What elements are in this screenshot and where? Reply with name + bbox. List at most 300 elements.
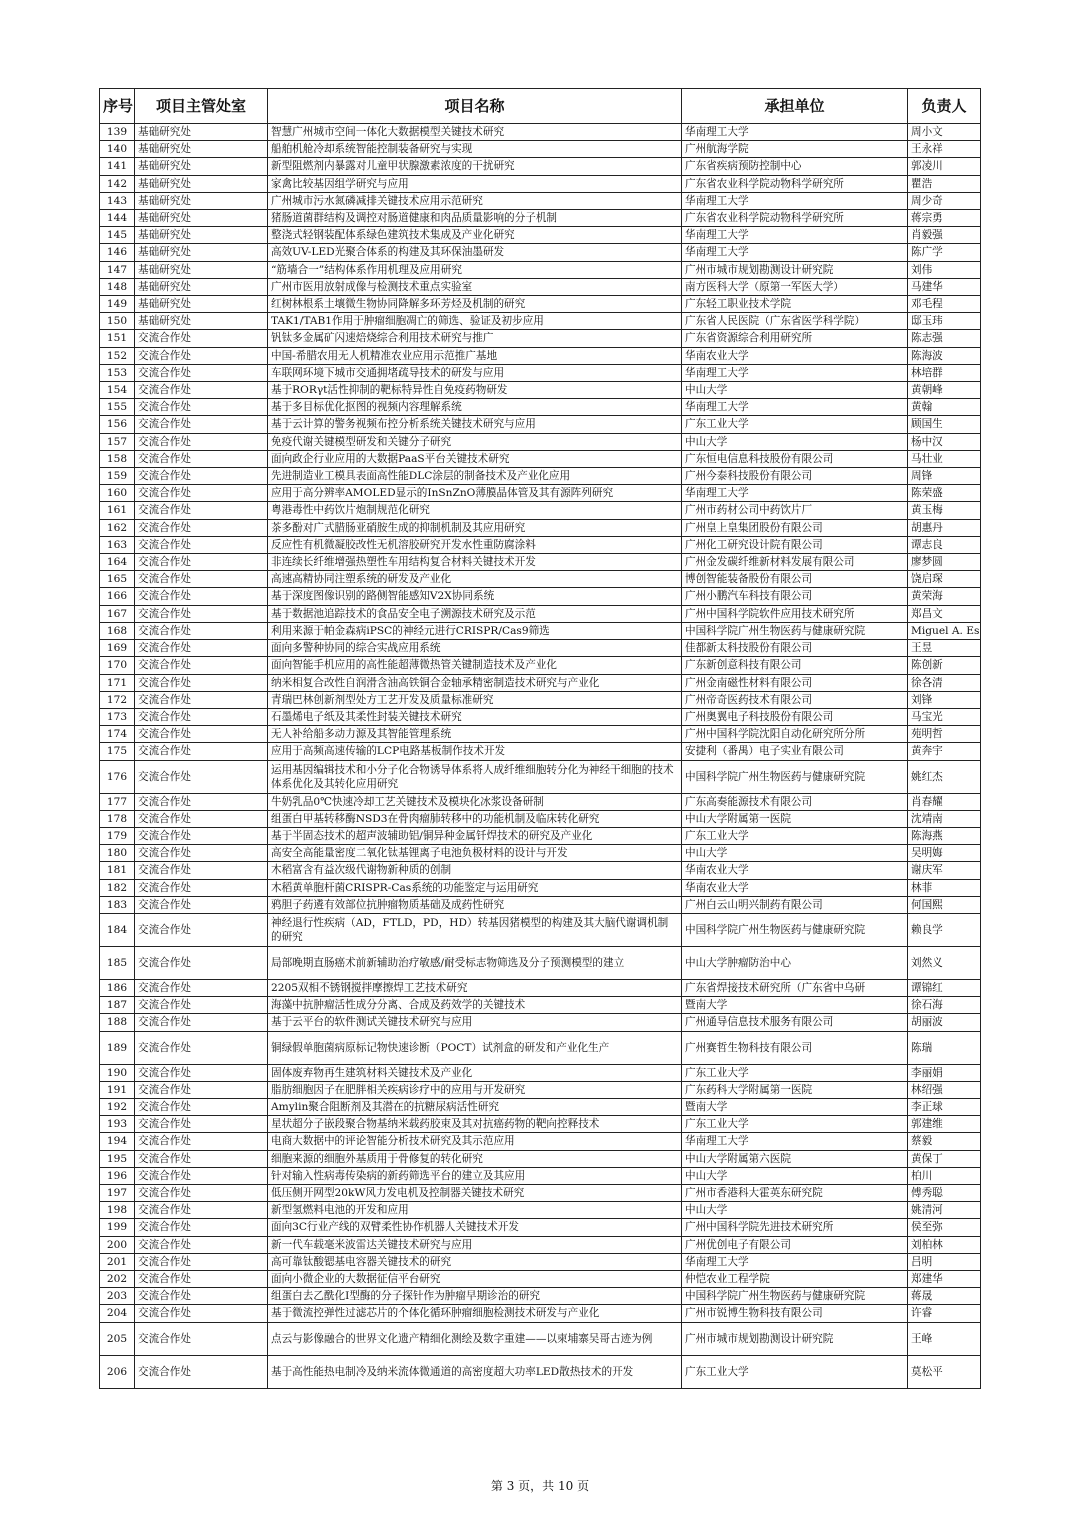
row-dept: 交流合作处: [135, 862, 268, 879]
header-seq: 序号: [100, 89, 135, 124]
table-row: [100, 896, 981, 913]
row-seq: 179: [100, 827, 135, 844]
row-seq: 162: [100, 519, 135, 536]
row-dept: 交流合作处: [135, 1031, 268, 1064]
project-table-sheet: [99, 88, 980, 1389]
row-project: 脂肪细胞因子在肥胖相关疾病诊疗中的应用与开发研究: [268, 1081, 682, 1098]
row-seq: 152: [100, 347, 135, 364]
row-project: 高安全高能量密度二氧化钛基锂离子电池负极材料的设计与开发: [268, 845, 682, 862]
row-dept: 交流合作处: [135, 1081, 268, 1098]
row-leader: 黄荣海: [908, 588, 981, 605]
row-unit: 广东药科大学附属第一医院: [682, 1081, 908, 1098]
row-seq: 143: [100, 192, 135, 209]
row-project: 局部晚期直肠癌术前新辅助治疗敏感/耐受标志物筛选及分子预测模型的建立: [268, 946, 682, 979]
row-leader: 陈海燕: [908, 827, 981, 844]
row-project: 铜绿假单胞菌病原标记物快速诊断（POCT）试剂盒的研发和产业化生产: [268, 1031, 682, 1064]
row-unit: 广东轻工职业技术学院: [682, 296, 908, 313]
row-project: 利用来源于帕金森病iPSC的神经元进行CRISPR/Cas9筛选: [268, 622, 682, 639]
table-row: [100, 997, 981, 1014]
table-row: [100, 726, 981, 743]
row-seq: 149: [100, 296, 135, 313]
row-unit: 广州奥翼电子科技股份有限公司: [682, 708, 908, 725]
row-leader: 柏川: [908, 1167, 981, 1184]
row-project: “筋墙合一”结构体系作用机理及应用研究: [268, 261, 682, 278]
row-unit: 华南农业大学: [682, 879, 908, 896]
row-project: 2205双相不锈钢搅拌摩擦焊工艺技术研究: [268, 979, 682, 996]
row-dept: 基础研究处: [135, 278, 268, 295]
table-row: [100, 416, 981, 433]
table-row: [100, 554, 981, 571]
row-leader: 刘然义: [908, 946, 981, 979]
row-dept: 交流合作处: [135, 450, 268, 467]
row-project: 应用于高分辨率AMOLED显示的InSnZnO薄膜晶体管及其有源阵列研究: [268, 485, 682, 502]
row-seq: 186: [100, 979, 135, 996]
project-table: [99, 88, 981, 1389]
row-dept: 交流合作处: [135, 485, 268, 502]
row-leader: 林培群: [908, 364, 981, 381]
row-leader: 林绍强: [908, 1081, 981, 1098]
table-row: [100, 296, 981, 313]
row-unit: 华南理工大学: [682, 192, 908, 209]
row-dept: 基础研究处: [135, 124, 268, 141]
row-seq: 184: [100, 913, 135, 946]
row-project: 细胞来源的细胞外基质用于骨修复的转化研究: [268, 1150, 682, 1167]
row-leader: 廖梦圆: [908, 554, 981, 571]
row-dept: 交流合作处: [135, 657, 268, 674]
table-row: [100, 657, 981, 674]
row-unit: 广东省人民医院（广东省医学科学院）: [682, 313, 908, 330]
table-row: [100, 382, 981, 399]
row-project: 点云与影像融合的世界文化遗产精细化测绘及数字重建——以柬埔寨吴哥古迹为例: [268, 1322, 682, 1355]
row-seq: 183: [100, 896, 135, 913]
row-project: 高速高精协同注塑系统的研发及产业化: [268, 571, 682, 588]
row-unit: 广州赛哲生物科技有限公司: [682, 1031, 908, 1064]
row-unit: 华南理工大学: [682, 1133, 908, 1150]
row-leader: 饶启琛: [908, 571, 981, 588]
row-unit: 安捷利（番禺）电子实业有限公司: [682, 743, 908, 760]
row-unit: 广东省焊接技术研究所（广东省中乌研: [682, 979, 908, 996]
row-project: 基于云平台的软件测试关键技术研究与应用: [268, 1014, 682, 1031]
row-unit: 佳都新太科技股份有限公司: [682, 640, 908, 657]
row-unit: 广东省资源综合利用研究所: [682, 330, 908, 347]
row-leader: 侯至弥: [908, 1219, 981, 1236]
table-row: [100, 827, 981, 844]
row-project: 面向智能手机应用的高性能超薄微热管关键制造技术及产业化: [268, 657, 682, 674]
row-leader: 陈瑞: [908, 1031, 981, 1064]
row-dept: 基础研究处: [135, 261, 268, 278]
row-seq: 151: [100, 330, 135, 347]
table-row: [100, 605, 981, 622]
row-seq: 200: [100, 1236, 135, 1253]
row-project: 船舶机舱冷却系统智能控制装备研究与实现: [268, 141, 682, 158]
row-unit: 华南理工大学: [682, 485, 908, 502]
row-dept: 交流合作处: [135, 433, 268, 450]
row-unit: 华南理工大学: [682, 227, 908, 244]
row-seq: 189: [100, 1031, 135, 1064]
row-leader: 徐石海: [908, 997, 981, 1014]
row-project: 运用基因编辑技术和小分子化合物诱导体系将人成纤维细胞转分化为神经干细胞的技术体系优化及其转化应用研究: [268, 760, 682, 793]
row-dept: 基础研究处: [135, 192, 268, 209]
table-row: [100, 227, 981, 244]
row-dept: 交流合作处: [135, 810, 268, 827]
row-unit: 中国科学院广州生物医药与健康研究院: [682, 913, 908, 946]
table-row: [100, 979, 981, 996]
row-project: 纳米相复合改性自润滑含油高铁铜合金轴承精密制造技术研究与产业化: [268, 674, 682, 691]
row-dept: 交流合作处: [135, 468, 268, 485]
row-project: 牛奶乳品0℃快速冷却工艺关键技术及模块化冰浆设备研制: [268, 793, 682, 810]
table-row: [100, 210, 981, 227]
row-dept: 交流合作处: [135, 622, 268, 639]
row-dept: 交流合作处: [135, 571, 268, 588]
row-dept: 基础研究处: [135, 313, 268, 330]
table-row: [100, 313, 981, 330]
row-dept: 交流合作处: [135, 793, 268, 810]
row-project: 无人补给船多动力源及其智能管理系统: [268, 726, 682, 743]
row-seq: 172: [100, 691, 135, 708]
row-seq: 190: [100, 1064, 135, 1081]
row-project: 非连续长纤维增强热塑性车用结构复合材料关键技术开发: [268, 554, 682, 571]
table-row: [100, 1098, 981, 1115]
row-seq: 187: [100, 997, 135, 1014]
row-dept: 交流合作处: [135, 536, 268, 553]
row-project: 新型阻燃剂内暴露对儿童甲状腺激素浓度的干扰研究: [268, 158, 682, 175]
row-leader: 徐各清: [908, 674, 981, 691]
row-dept: 交流合作处: [135, 364, 268, 381]
row-leader: 姚红杰: [908, 760, 981, 793]
row-dept: 交流合作处: [135, 502, 268, 519]
row-dept: 交流合作处: [135, 382, 268, 399]
row-unit: 华南农业大学: [682, 347, 908, 364]
row-project: 基于微流控弹性过滤芯片的个体化循环肿瘤细胞检测技术研发与产业化: [268, 1305, 682, 1322]
row-seq: 164: [100, 554, 135, 571]
row-seq: 174: [100, 726, 135, 743]
row-unit: 中山大学附属第一医院: [682, 810, 908, 827]
row-leader: Miguel A. Es: [908, 622, 981, 639]
table-row: [100, 364, 981, 381]
row-dept: 交流合作处: [135, 588, 268, 605]
row-seq: 168: [100, 622, 135, 639]
row-seq: 145: [100, 227, 135, 244]
row-seq: 170: [100, 657, 135, 674]
table-row: [100, 502, 981, 519]
row-unit: 广东工业大学: [682, 1116, 908, 1133]
row-dept: 交流合作处: [135, 1322, 268, 1355]
table-row: [100, 244, 981, 261]
row-leader: 林菲: [908, 879, 981, 896]
row-dept: 交流合作处: [135, 708, 268, 725]
row-unit: 中山大学: [682, 1167, 908, 1184]
row-project: 组蛋白去乙酰化I型酶的分子探针作为肿瘤早期诊治的研究: [268, 1288, 682, 1305]
row-leader: 马建华: [908, 278, 981, 295]
row-dept: 交流合作处: [135, 640, 268, 657]
row-unit: 华南理工大学: [682, 399, 908, 416]
table-row: [100, 1116, 981, 1133]
row-leader: 傅秀聪: [908, 1184, 981, 1201]
row-seq: 169: [100, 640, 135, 657]
row-seq: 177: [100, 793, 135, 810]
row-project: 海藻中抗肿瘤活性成分分离、合成及药效学的关键技术: [268, 997, 682, 1014]
row-leader: 邓毛程: [908, 296, 981, 313]
table-row: [100, 879, 981, 896]
row-seq: 157: [100, 433, 135, 450]
row-dept: 交流合作处: [135, 330, 268, 347]
table-row: [100, 793, 981, 810]
table-row: [100, 1219, 981, 1236]
row-project: Amylin聚合阻断剂及其潜在的抗糖尿病活性研究: [268, 1098, 682, 1115]
row-seq: 193: [100, 1116, 135, 1133]
row-project: 木稻富含有益次级代谢物新种质的创制: [268, 862, 682, 879]
row-project: 家禽比较基因组学研究与应用: [268, 175, 682, 192]
row-leader: 谭锦红: [908, 979, 981, 996]
row-unit: 广州市城市规划勘测设计研究院: [682, 1322, 908, 1355]
row-project: 基于深度图像识别的路侧智能感知V2X协同系统: [268, 588, 682, 605]
row-unit: 广州航海学院: [682, 141, 908, 158]
row-seq: 196: [100, 1167, 135, 1184]
row-seq: 155: [100, 399, 135, 416]
table-row: [100, 640, 981, 657]
table-row: [100, 330, 981, 347]
row-project: 新型氢燃料电池的开发和应用: [268, 1202, 682, 1219]
row-dept: 交流合作处: [135, 1133, 268, 1150]
row-project: 组蛋白甲基转移酶NSD3在骨肉瘤肺转移中的功能机制及临床转化研究: [268, 810, 682, 827]
row-unit: 中山大学: [682, 382, 908, 399]
row-project: 基于数据池追踪技术的食品安全电子溯源技术研究及示范: [268, 605, 682, 622]
row-project: 面向多警种协同的综合实战应用系统: [268, 640, 682, 657]
header-unit: 承担单位: [682, 89, 908, 124]
row-project: 广州市医用放射成像与检测技术重点实验室: [268, 278, 682, 295]
row-seq: 159: [100, 468, 135, 485]
row-leader: 马宝光: [908, 708, 981, 725]
row-leader: 吴明娒: [908, 845, 981, 862]
row-unit: 中国科学院广州生物医药与健康研究院: [682, 760, 908, 793]
table-row: [100, 1064, 981, 1081]
row-unit: 中山大学: [682, 1202, 908, 1219]
row-leader: 刘锋: [908, 691, 981, 708]
row-dept: 交流合作处: [135, 554, 268, 571]
row-dept: 基础研究处: [135, 227, 268, 244]
row-leader: 蒋宗勇: [908, 210, 981, 227]
row-project: TAK1/TAB1作用于肿瘤细胞凋亡的筛选、验证及初步应用: [268, 313, 682, 330]
row-seq: 199: [100, 1219, 135, 1236]
row-unit: 广东工业大学: [682, 1355, 908, 1388]
row-seq: 147: [100, 261, 135, 278]
row-seq: 178: [100, 810, 135, 827]
row-dept: 交流合作处: [135, 1202, 268, 1219]
row-project: 整浇式轻钢装配体系绿色建筑技术集成及产业化研究: [268, 227, 682, 244]
table-row: [100, 743, 981, 760]
row-seq: 175: [100, 743, 135, 760]
table-row: [100, 433, 981, 450]
row-dept: 交流合作处: [135, 519, 268, 536]
row-dept: 交流合作处: [135, 347, 268, 364]
row-dept: 交流合作处: [135, 1355, 268, 1388]
table-row: [100, 1031, 981, 1064]
row-seq: 191: [100, 1081, 135, 1098]
table-row: [100, 1236, 981, 1253]
row-unit: 广州今泰科技股份有限公司: [682, 468, 908, 485]
row-leader: 刘伟: [908, 261, 981, 278]
row-project: 鸦胆子药遴有效部位抗肿瘤物质基础及成药性研究: [268, 896, 682, 913]
row-project: 基于半固态技术的超声波辅助铝/铜异种金属钎焊技术的研究及产业化: [268, 827, 682, 844]
row-leader: 谢庆军: [908, 862, 981, 879]
table-row: [100, 674, 981, 691]
row-dept: 交流合作处: [135, 1305, 268, 1322]
row-leader: 吕明: [908, 1253, 981, 1270]
row-seq: 161: [100, 502, 135, 519]
row-leader: 蒋晟: [908, 1288, 981, 1305]
row-seq: 202: [100, 1270, 135, 1287]
row-unit: 广东工业大学: [682, 416, 908, 433]
row-project: 免疫代谢关键模型研发和关键分子研究: [268, 433, 682, 450]
row-dept: 基础研究处: [135, 296, 268, 313]
row-dept: 交流合作处: [135, 1270, 268, 1287]
row-seq: 195: [100, 1150, 135, 1167]
row-leader: 黄朝峰: [908, 382, 981, 399]
table-row: [100, 519, 981, 536]
table-row: [100, 1150, 981, 1167]
row-dept: 交流合作处: [135, 760, 268, 793]
row-unit: 中山大学: [682, 845, 908, 862]
row-project: 中国-希腊农用无人机精准农业应用示范推广基地: [268, 347, 682, 364]
row-seq: 192: [100, 1098, 135, 1115]
table-row: [100, 588, 981, 605]
row-dept: 交流合作处: [135, 1184, 268, 1201]
row-seq: 141: [100, 158, 135, 175]
row-project: 钒钛多金属矿闪速焙烧综合利用技术研究与推广: [268, 330, 682, 347]
header-dept: 项目主管处室: [135, 89, 268, 124]
row-leader: 黄玉梅: [908, 502, 981, 519]
row-leader: 杨中汉: [908, 433, 981, 450]
row-project: 先进制造业工模具表面高性能DLC涂层的制备技术及产业化应用: [268, 468, 682, 485]
row-project: 面向3C行业产线的双臂柔性协作机器人关键技术开发: [268, 1219, 682, 1236]
row-leader: 何国熙: [908, 896, 981, 913]
table-row: [100, 1288, 981, 1305]
row-leader: 莫松平: [908, 1355, 981, 1388]
row-leader: 姚清河: [908, 1202, 981, 1219]
row-dept: 交流合作处: [135, 743, 268, 760]
row-project: 新一代车载毫米波雷达关键技术研究与应用: [268, 1236, 682, 1253]
row-project: 广州城市污水氮磷减排关键技术应用示范研究: [268, 192, 682, 209]
row-seq: 158: [100, 450, 135, 467]
row-unit: 中国科学院广州生物医药与健康研究院: [682, 1288, 908, 1305]
row-unit: 广州市锐博生物科技有限公司: [682, 1305, 908, 1322]
row-seq: 167: [100, 605, 135, 622]
row-seq: 171: [100, 674, 135, 691]
row-project: 神经退行性疾病（AD，FTLD，PD，HD）转基因猪模型的构建及其大脑代谢调机制的研究: [268, 913, 682, 946]
row-leader: 李丽娟: [908, 1064, 981, 1081]
row-leader: 胡惠丹: [908, 519, 981, 536]
table-row: [100, 1167, 981, 1184]
row-project: 基于云计算的警务视频布控分析系统关键技术研究与应用: [268, 416, 682, 433]
row-leader: 陈海波: [908, 347, 981, 364]
table-row: [100, 862, 981, 879]
table-row: [100, 278, 981, 295]
row-unit: 广东工业大学: [682, 827, 908, 844]
table-row: [100, 1014, 981, 1031]
row-leader: 陈荣盛: [908, 485, 981, 502]
table-header-row: [100, 89, 981, 124]
table-row: [100, 810, 981, 827]
table-row: [100, 468, 981, 485]
row-leader: 周少奇: [908, 192, 981, 209]
row-seq: 142: [100, 175, 135, 192]
table-row: [100, 760, 981, 793]
row-dept: 交流合作处: [135, 691, 268, 708]
row-unit: 暨南大学: [682, 1098, 908, 1115]
row-unit: 华南理工大学: [682, 1253, 908, 1270]
row-seq: 154: [100, 382, 135, 399]
row-dept: 交流合作处: [135, 979, 268, 996]
row-leader: 王昱: [908, 640, 981, 657]
row-unit: 广东新创意科技有限公司: [682, 657, 908, 674]
table-row: [100, 1184, 981, 1201]
table-row: [100, 571, 981, 588]
row-seq: 181: [100, 862, 135, 879]
table-body: [100, 124, 981, 1389]
row-project: 基于高性能热电制冷及纳米流体微通道的高密度超大功率LED散热技术的开发: [268, 1355, 682, 1388]
row-dept: 交流合作处: [135, 879, 268, 896]
row-unit: 广州市城市规划勘测设计研究院: [682, 261, 908, 278]
table-row: [100, 1322, 981, 1355]
table-row: [100, 1133, 981, 1150]
row-seq: 173: [100, 708, 135, 725]
table-row: [100, 946, 981, 979]
row-leader: 王峰: [908, 1322, 981, 1355]
row-seq: 146: [100, 244, 135, 261]
row-dept: 交流合作处: [135, 674, 268, 691]
row-unit: 中山大学肿瘤防治中心: [682, 946, 908, 979]
row-unit: 广州市香港科大霍英东研究院: [682, 1184, 908, 1201]
row-unit: 中山大学: [682, 433, 908, 450]
row-leader: 郭建维: [908, 1116, 981, 1133]
row-unit: 中山大学附属第六医院: [682, 1150, 908, 1167]
table-row: [100, 485, 981, 502]
row-unit: 广东省疾病预防控制中心: [682, 158, 908, 175]
row-seq: 205: [100, 1322, 135, 1355]
row-unit: 广州市药材公司中药饮片厂: [682, 502, 908, 519]
row-unit: 南方医科大学（原第一军医大学）: [682, 278, 908, 295]
row-dept: 交流合作处: [135, 997, 268, 1014]
row-seq: 156: [100, 416, 135, 433]
row-unit: 中国科学院广州生物医药与健康研究院: [682, 622, 908, 639]
row-dept: 基础研究处: [135, 244, 268, 261]
row-dept: 交流合作处: [135, 1098, 268, 1115]
row-project: 面向小微企业的大数据征信平台研究: [268, 1270, 682, 1287]
row-unit: 广州中国科学院先进技术研究所: [682, 1219, 908, 1236]
row-unit: 博创智能装备股份有限公司: [682, 571, 908, 588]
row-leader: 苑明哲: [908, 726, 981, 743]
row-unit: 仲恺农业工程学院: [682, 1270, 908, 1287]
row-leader: 赖良学: [908, 913, 981, 946]
table-row: [100, 158, 981, 175]
row-dept: 交流合作处: [135, 1064, 268, 1081]
row-project: 低压侧开网型20kW风力发电机及控制器关键技术研究: [268, 1184, 682, 1201]
table-row: [100, 1355, 981, 1388]
row-project: 星状超分子嵌段聚合物基纳米载药胶束及其对抗癌药物的靶向控释技术: [268, 1116, 682, 1133]
row-project: 高效UV-LED光聚合体系的构建及其环保油墨研发: [268, 244, 682, 261]
table-row: [100, 347, 981, 364]
row-leader: 蔡毅: [908, 1133, 981, 1150]
row-leader: 肖毅强: [908, 227, 981, 244]
row-seq: 194: [100, 1133, 135, 1150]
table-row: [100, 175, 981, 192]
row-project: 石墨烯电子纸及其柔性封装关键技术研究: [268, 708, 682, 725]
row-project: 木稻黄单胞杆菌CRISPR-Cas系统的功能鉴定与运用研究: [268, 879, 682, 896]
row-dept: 交流合作处: [135, 845, 268, 862]
row-unit: 广东高奏能源技术有限公司: [682, 793, 908, 810]
table-row: [100, 913, 981, 946]
row-seq: 153: [100, 364, 135, 381]
